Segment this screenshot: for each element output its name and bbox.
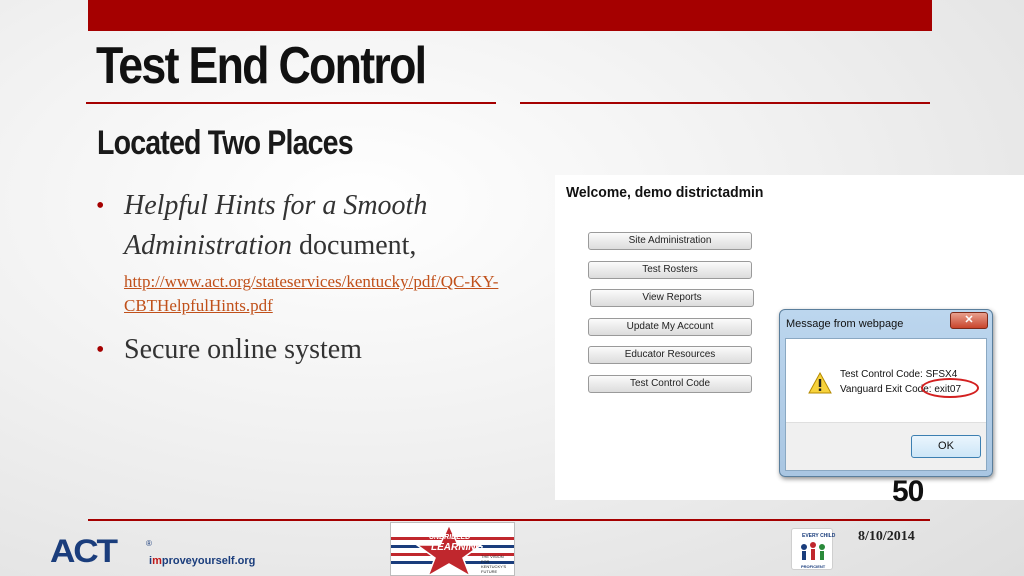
bullet-icon: •: [96, 337, 105, 363]
vanguard-exit-code-line: Vanguard Exit Code: exit07: [840, 384, 962, 395]
act-logo-text: ACT: [50, 533, 116, 569]
act-logo: [50, 533, 152, 569]
act-tagline-prefix: i: [149, 555, 153, 567]
test-control-code-line: Test Control Code: SFSX4: [840, 369, 958, 380]
slide-date: 8/10/2014: [858, 529, 915, 544]
bullet-list: [96, 186, 516, 370]
warning-icon: [808, 372, 832, 394]
secure-system-text: Secure online system: [124, 334, 362, 365]
slide-title: Test End Control: [96, 37, 426, 95]
educator-resources-button[interactable]: Educator Resources: [588, 346, 752, 364]
act-tagline: [149, 555, 255, 567]
site-administration-button[interactable]: Site Administration: [588, 232, 752, 250]
message-dialog: [779, 309, 993, 477]
ok-button[interactable]: OK: [911, 435, 981, 458]
every-child-text: EVERY CHILD: [802, 533, 836, 539]
act-trademark: ®: [146, 539, 152, 548]
slide-subtitle: Located Two Places: [97, 124, 353, 162]
unbridled-learning-logo: [390, 522, 515, 576]
close-icon[interactable]: ✕: [950, 312, 988, 329]
test-control-code-button[interactable]: Test Control Code: [588, 375, 752, 393]
bullet-item-helpful-hints: [96, 186, 516, 318]
title-divider-right: [520, 102, 930, 104]
exit-code-highlight: [921, 378, 979, 398]
unbridled-text: UNBRIDLED: [429, 534, 471, 541]
every-child-proficient-logo: [791, 528, 836, 570]
page-number: 50: [892, 475, 924, 508]
test-rosters-button[interactable]: Test Rosters: [588, 261, 752, 279]
learning-text: LEARNING: [431, 542, 484, 553]
helpful-hints-link[interactable]: http://www.act.org/stateservices/kentucky/pdf/QC-KY-CBTHelpfulHints.pdf: [124, 272, 499, 315]
vision-text: THE VISION FOR KENTUCKY'S FUTURE: [481, 554, 507, 574]
dialog-body: [785, 338, 987, 471]
view-reports-button[interactable]: View Reports: [590, 289, 754, 307]
document-word: document,: [299, 230, 417, 261]
proficient-text: PROFICIENT: [801, 564, 826, 569]
title-divider-left: [86, 102, 496, 104]
footer-divider: [88, 519, 930, 521]
dialog-title: Message from webpage: [786, 318, 904, 330]
bullet-icon: •: [96, 193, 105, 219]
top-accent-bar: [88, 0, 932, 31]
document-name: Helpful Hints for a Smooth Administration: [124, 190, 428, 261]
act-tagline-rest: proveyourself.org: [161, 555, 256, 567]
welcome-text: Welcome, demo districtadmin: [566, 184, 764, 201]
update-my-account-button[interactable]: Update My Account: [588, 318, 752, 336]
act-tagline-highlight: m: [152, 555, 162, 567]
bullet-item-secure-system: [96, 330, 516, 370]
